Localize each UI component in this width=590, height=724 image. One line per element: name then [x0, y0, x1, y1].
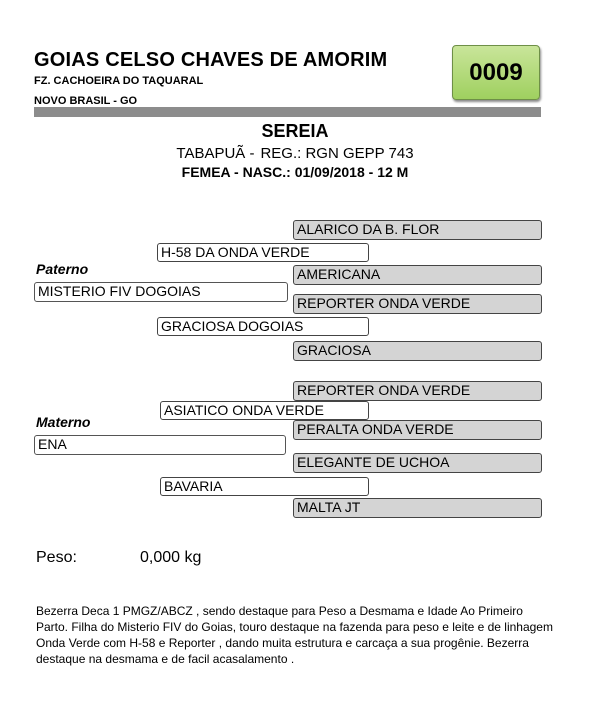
- registration-line: [0, 145, 590, 162]
- pedigree-dam-dam-dam: MALTA JT: [293, 498, 542, 518]
- pedigree-dam-sire-dam: PERALTA ONDA VERDE: [293, 420, 542, 440]
- pedigree-sire-sire-dam: AMERICANA: [293, 265, 542, 285]
- weight-label: Peso:: [36, 549, 77, 566]
- sex-birth-line: FEMEA - NASC.: 01/09/2018 - 12 M: [181, 164, 409, 180]
- city-name: NOVO BRASIL - GO: [34, 95, 138, 107]
- pedigree-sire-dam-sire: REPORTER ONDA VERDE: [293, 294, 542, 314]
- farm-name: FZ. CACHOEIRA DO TAQUARAL: [34, 75, 204, 87]
- pedigree-sire-dam-dam: GRACIOSA: [293, 341, 542, 361]
- pedigree-sire-sire-sire: ALARICO DA B. FLOR: [293, 220, 542, 240]
- animal-name: SEREIA: [261, 121, 329, 141]
- breeder-label: TABAPUÃ -: [176, 145, 255, 162]
- paternal-label: Paterno: [36, 261, 89, 277]
- registration-number: REG.: RGN GEPP 743: [260, 145, 414, 162]
- header-divider: [34, 107, 541, 117]
- animal-description: Bezerra Deca 1 PMGZ/ABCZ , sendo destaque para Peso a Desmama e Idade Ao Primeiro Parto. Filha do Misterio FIV do Goias, touro destaque na fazenda para peso e leite e de linhagem Onda Verde com H-58 e Reporter , dando muita estrutura e carcaça a sua progênie. Bezerra destaque na desmama e de facil acasalamento .: [36, 604, 553, 666]
- pedigree-dam-sire: ASIATICO ONDA VERDE: [160, 401, 369, 420]
- pedigree-sire: MISTERIO FIV DOGOIAS: [34, 282, 288, 302]
- pedigree-sire-sire: H-58 DA ONDA VERDE: [157, 243, 369, 262]
- pedigree-dam-dam: BAVARIA: [160, 477, 369, 496]
- pedigree-sire-dam: GRACIOSA DOGOIAS: [157, 317, 369, 336]
- lot-number-badge: 0009: [452, 45, 540, 100]
- pedigree-dam-dam-sire: ELEGANTE DE UCHOA: [293, 453, 542, 473]
- weight-value: 0,000 kg: [140, 549, 202, 566]
- maternal-label: Materno: [36, 414, 91, 430]
- owner-name: GOIAS CELSO CHAVES DE AMORIM: [34, 49, 388, 71]
- pedigree-dam: ENA: [34, 435, 286, 455]
- pedigree-dam-sire-sire: REPORTER ONDA VERDE: [293, 381, 542, 401]
